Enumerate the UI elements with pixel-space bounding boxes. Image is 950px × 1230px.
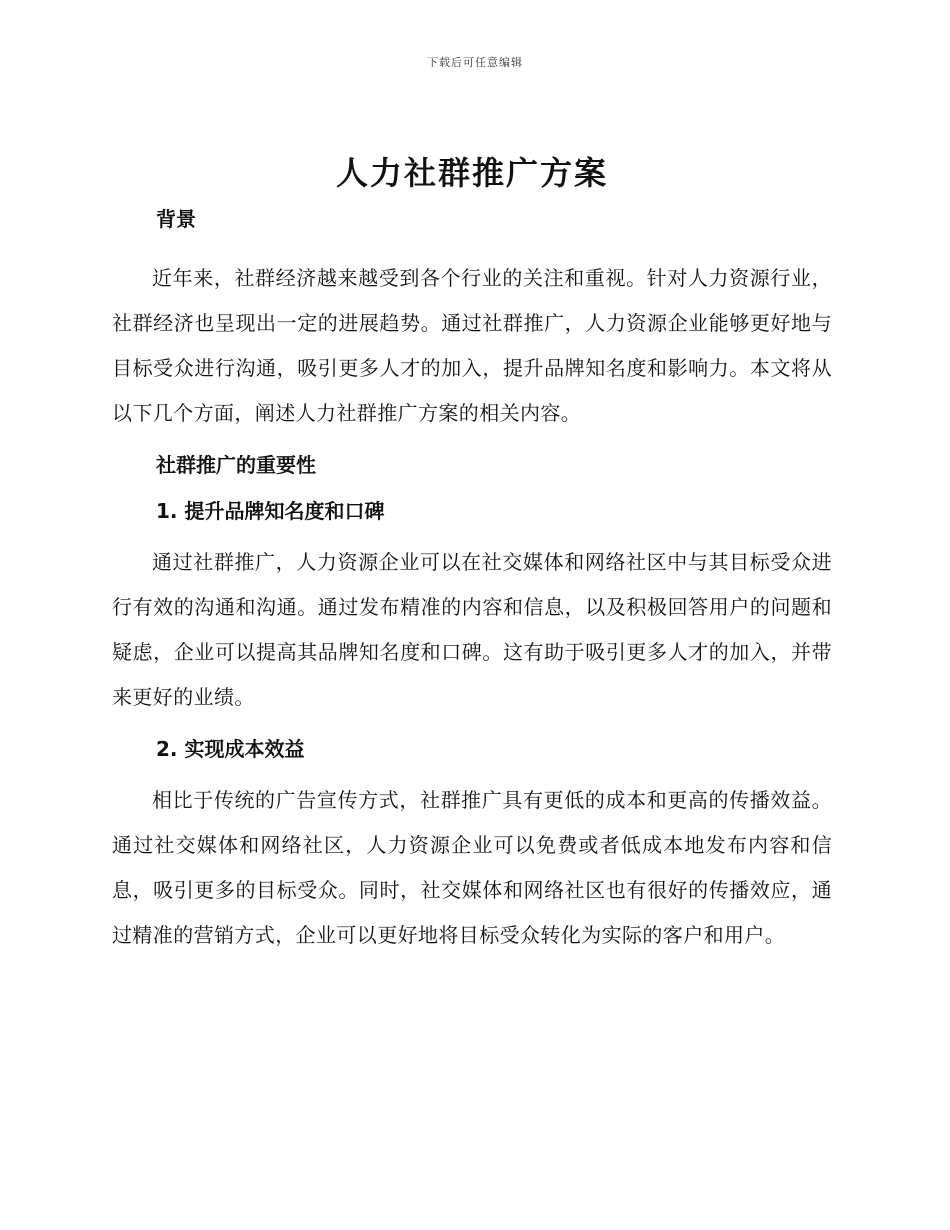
document-title: 人力社群推广方案: [335, 154, 608, 192]
paragraph-brand-awareness: 通过社群推广，人力资源企业可以在社交媒体和网络社区中与其目标受众进行有效的沟通和沟通。通过发布精准的内容和信息，以及积极回答用户的问题和疑虑，企业可以提高其品牌知名度和口碑。这有助于吸引更多人才的加入，并带来更好的业绩。: [112, 550, 832, 709]
section-heading-importance: 社群推广的重要性: [156, 453, 316, 477]
paragraph-cost-efficiency: 相比于传统的广告宣传方式，社群推广具有更低的成本和更高的传播效益。通过社交媒体和网络社区，人力资源企业可以免费或者低成本地发布内容和信息，吸引更多的目标受众。同时，社交媒体和网络社区也有很好的传播效应，通过精准的营销方式，企业可以更好地将目标受众转化为实际的客户和用户。: [112, 788, 832, 947]
paragraph-background: 近年来，社群经济越来越受到各个行业的关注和重视。针对人力资源行业，社群经济也呈现出一定的进展趋势。通过社群推广，人力资源企业能够更好地与目标受众进行沟通，吸引更多人才的加入，提升品牌知名度和影响力。本文将从以下几个方面，阐述人力社群推广方案的相关内容。: [112, 266, 832, 425]
header-note: 下载后可任意编辑: [427, 56, 523, 69]
subheading-brand-awareness: 1. 提升品牌知名度和口碑: [156, 499, 385, 523]
subheading-cost-efficiency: 2. 实现成本效益: [156, 737, 305, 761]
document-body: [112, 150, 832, 970]
section-heading-background: 背景: [156, 207, 196, 231]
